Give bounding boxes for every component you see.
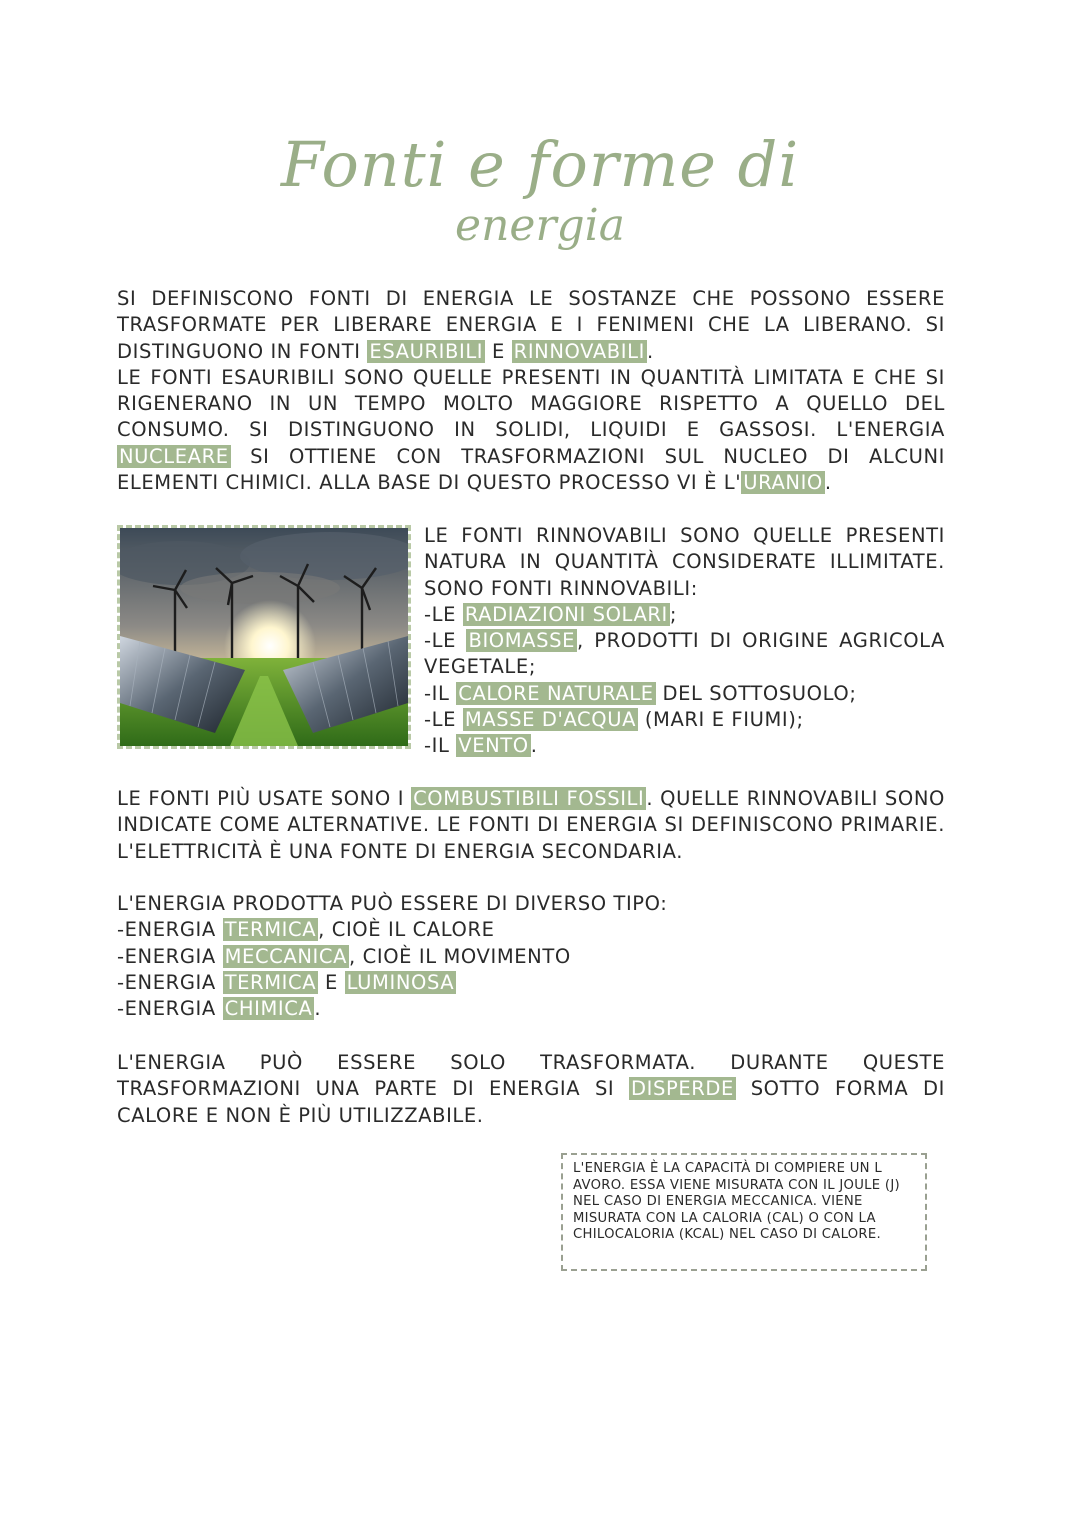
- list-item: -ENERGIA CHIMICA .: [117, 997, 322, 1021]
- highlight-calore-naturale: CALORE NATURALE: [458, 681, 654, 705]
- highlight-nucleare: NUCLEARE: [119, 444, 229, 468]
- list-item: -ENERGIA TERMICA , CIOÈ IL CALORE: [117, 918, 495, 942]
- highlight-uranio: URANIO: [743, 471, 823, 495]
- wind-turbines-solar-panels-photo: [120, 528, 408, 746]
- note-text: L'ENERGIA È LA CAPACITÀ DI COMPIERE UN L AVORO. ESSA VIENE MISURATA CON IL JOULE (J) NEL CASO DI ENERGIA MECCANICA. VIENE MISURATA CON LA CALORIA (CAL) O CON LA CHILOCALORIA (KCAL) NEL CASO DI CALORE.: [573, 1161, 901, 1243]
- exhaustible-paragraph: LE FONTI ESAURIBILI SONO QUELLE PRESENTI IN QUANTITÀ LIMITATA E CHE SI RIGENERANO IN UN TEMPO MOLTO MAGGIORE RISPETTO A QUELLO DEL CONSUMO. SI DISTINGUONO IN SOLIDI, LIQUIDI E GASSOSI. L'ENERGIA NUCLEARE SI OTTIENE CON TRASFORMAZIONI SUL NUCLEO DI ALCUNI ELEMENTI CHIMICI. ALLA BASE DI QUESTO PROCESSO VI È L' URANIO .: [117, 365, 945, 495]
- energy-types-paragraph: L'ENERGIA PRODOTTA PUÒ ESSERE DI DIVERSO TIPO: -ENERGIA TERMICA , CIOÈ IL CALORE -ENERGIA MECCANICA , CIOÈ IL MOVIMENTO -ENERGIA TERMICA E LUMINOSA -ENERGIA CHIMICA .: [117, 892, 668, 1021]
- transformation-paragraph: L'ENERGIA PUÒ ESSERE SOLO TRASFORMATA. DURANTE QUESTE TRASFORMAZIONI UNA PARTE DI ENERGIA SI DISPERDE SOTTO FORMA DI CALORE E NON È PIÙ UTILIZZABILE.: [117, 1051, 945, 1127]
- renewable-energy-photo: [117, 525, 411, 749]
- highlight-biomasse: BIOMASSE: [468, 629, 575, 653]
- list-item: -ENERGIA TERMICA E LUMINOSA: [117, 970, 455, 994]
- list-item: -IL CALORE NATURALE DEL SOTTOSUOLO;: [424, 681, 857, 705]
- intro-paragraph: SI DEFINISCONO FONTI DI ENERGIA LE SOSTANZE CHE POSSONO ESSERE TRASFORMATE PER LIBERARE ENERGIA E I FENIMENI CHE LA LIBERANO. SI DISTINGUONO IN FONTI ESAURIBILI E RINNOVABILI . LE FONTI ESAURIBILI SONO QUELLE PRESENTI IN QUANTITÀ LIMITATA E CHE SI RIGENERANO IN UN TEMPO MOLTO MAGGIORE RISPETTO A QUELLO DEL CONSUMO. SI DISTINGUONO IN SOLIDI, LIQUIDI E GASSOSI. L'ENERGIA NUCLEARE SI OTTIENE CON TRASFORMAZIONI SUL NUCLEO DI ALCUNI ELEMENTI CHIMICI. ALLA BASE DI QUESTO PROCESSO VI È L' URANIO .: [117, 287, 945, 495]
- highlight-combustibili-fossili: COMBUSTIBILI FOSSILI: [413, 787, 645, 810]
- page-subtitle: energia: [455, 200, 625, 251]
- highlight-rinnovabili: RINNOVABILI: [513, 339, 645, 363]
- highlight-meccanica: MECCANICA: [224, 944, 348, 968]
- highlight-radiazioni-solari: RADIAZIONI SOLARI: [464, 602, 668, 626]
- renewable-paragraph: LE FONTI RINNOVABILI SONO QUELLE PRESENTI NATURA IN QUANTITÀ CONSIDERATE ILLIMITATE. SONO FONTI RINNOVABILI: -LE RADIAZIONI SOLARI ; -LE BIOMASSE , PRODOTTI DI ORIGINE AGRICOLA VEGETALE; -IL CALORE NATURALE DEL SOTTOSUOLO; -LE MASSE D'ACQUA (MARI E FIUMI); -IL VENTO .: [424, 524, 946, 758]
- list-item: -ENERGIA MECCANICA , CIOÈ IL MOVIMENTO: [117, 944, 571, 968]
- highlight-chimica: CHIMICA: [224, 997, 313, 1021]
- page-title: Fonti e forme di: [280, 128, 800, 201]
- fossil-paragraph: LE FONTI PIÙ USATE SONO I COMBUSTIBILI FOSSILI . QUELLE RINNOVABILI SONO INDICATE COME ALTERNATIVE. LE FONTI DI ENERGIA SI DEFINISCONO PRIMARIE. L'ELETTRICITÀ È UNA FONTE DI ENERGIA SECONDARIA.: [117, 787, 945, 863]
- highlight-vento: VENTO: [458, 734, 529, 758]
- list-item: -LE BIOMASSE , PRODOTTI DI ORIGINE AGRICOLA VEGETALE;: [424, 629, 946, 679]
- highlight-disperde: DISPERDE: [631, 1077, 734, 1101]
- list-item: -IL VENTO .: [424, 734, 538, 758]
- list-item: -LE MASSE D'ACQUA (MARI E FIUMI);: [424, 708, 804, 732]
- highlight-esauribili: ESAURIBILI: [369, 339, 484, 363]
- highlight-termica-2: TERMICA: [224, 970, 317, 994]
- highlight-termica: TERMICA: [224, 918, 317, 942]
- definition-note-box: [561, 1153, 927, 1271]
- highlight-luminosa: LUMINOSA: [346, 970, 455, 994]
- list-item: -LE RADIAZIONI SOLARI ;: [424, 602, 678, 626]
- highlight-masse-acqua: MASSE D'ACQUA: [464, 708, 637, 732]
